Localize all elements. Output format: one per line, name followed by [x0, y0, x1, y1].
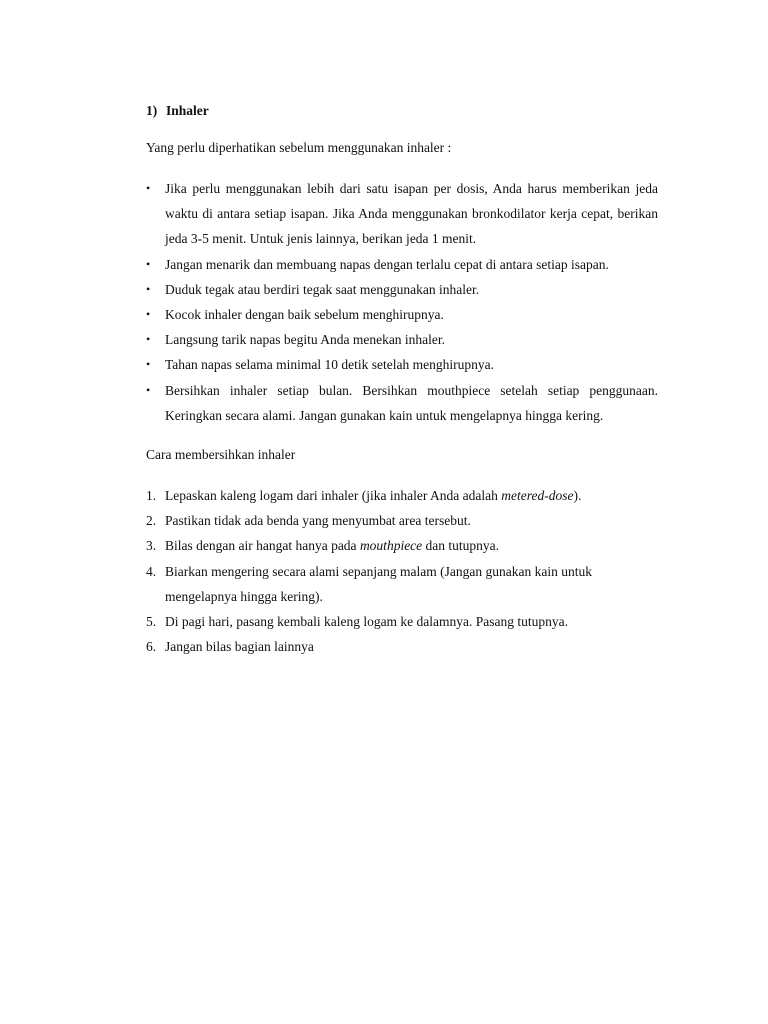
list-item-text: Kocok inhaler dengan baik sebelum menghirupnya. [165, 307, 444, 323]
bullet-icon: • [146, 256, 151, 271]
list-item-text: Jangan menarik dan membuang napas dengan terlalu cepat di antara setiap isapan. [165, 256, 609, 272]
document-page [146, 100, 658, 659]
list-item-text: Tahan napas selama minimal 10 detik setelah menghirupnya. [165, 357, 494, 373]
step-text-part: Bilas dengan air hangat hanya pada [165, 538, 360, 554]
section-heading [146, 100, 658, 122]
step-text [165, 559, 658, 609]
list-item [146, 252, 658, 277]
step-item [146, 483, 658, 508]
step-text-part: ). [573, 488, 582, 504]
step-number: 6. [146, 639, 157, 655]
step-text [165, 533, 658, 558]
list-item-text: Duduk tegak atau berdiri tegak saat menggunakan inhaler. [165, 281, 480, 297]
bullet-icon: • [146, 382, 151, 397]
step-number: 5. [146, 614, 157, 630]
list-item [146, 176, 658, 252]
list-item [146, 378, 658, 428]
section-title: Inhaler [166, 103, 209, 118]
bullet-icon: • [146, 181, 151, 195]
cleaning-steps-list [146, 483, 658, 659]
step-number: 2. [146, 513, 157, 529]
intro-paragraph: Yang perlu diperhatikan sebelum menggunakan inhaler : [146, 140, 452, 155]
bullet-icon: • [146, 307, 151, 322]
step-text [165, 483, 658, 508]
step-item [146, 533, 658, 558]
step-text [165, 508, 658, 533]
step-item [146, 634, 658, 659]
step-text-part: Biarkan mengering secara alami sepanjang malam (Jangan gunakan kain untuk mengelapnya hingga kering). [165, 563, 592, 604]
list-item [146, 352, 658, 377]
cleaning-subheading: Cara membersihkan inhaler [146, 447, 296, 463]
step-text-italic: mouthpiece [359, 538, 423, 554]
section-number: 1) [146, 103, 158, 118]
step-text-part: Di pagi hari, pasang kembali kaleng logam ke dalamnya. Pasang tutupnya. [165, 614, 569, 630]
step-number: 3. [146, 538, 157, 554]
step-text-part: dan tutupnya. [422, 538, 500, 554]
list-item [146, 327, 658, 352]
step-text-part: Lepaskan kaleng logam dari inhaler (jika inhaler Anda adalah [165, 488, 502, 504]
step-number: 4. [146, 563, 157, 579]
step-text-italic: metered-dose [501, 488, 574, 504]
list-item-text: Langsung tarik napas begitu Anda menekan inhaler. [165, 332, 446, 348]
step-text-part: Pastikan tidak ada benda yang menyumbat area tersebut. [165, 513, 471, 529]
step-text [165, 609, 658, 634]
bullet-icon: • [146, 357, 151, 372]
bullet-icon: • [146, 332, 151, 347]
list-item-text: Jika perlu menggunakan lebih dari satu isapan per dosis, Anda harus memberikan jeda waktu di antara setiap isapan. Jika Anda menggunakan bronkodilator kerja cepat, berikan jeda 3-5 menit. Untuk jenis lainnya, berikan jeda 1 menit. [165, 181, 658, 247]
list-item-text: Bersihkan inhaler setiap bulan. Bersihkan mouthpiece setelah setiap penggunaan. Keringkan secara alami. Jangan gunakan kain untuk mengelapnya hingga kering. [165, 382, 658, 423]
list-item [146, 302, 658, 327]
step-item [146, 508, 658, 533]
bullet-icon: • [146, 281, 151, 296]
step-item [146, 559, 658, 609]
precautions-list [146, 176, 658, 428]
step-text-part: Jangan bilas bagian lainnya [165, 639, 314, 655]
step-number: 1. [146, 488, 157, 504]
step-text [165, 634, 658, 659]
list-item [146, 277, 658, 302]
step-item [146, 609, 658, 634]
